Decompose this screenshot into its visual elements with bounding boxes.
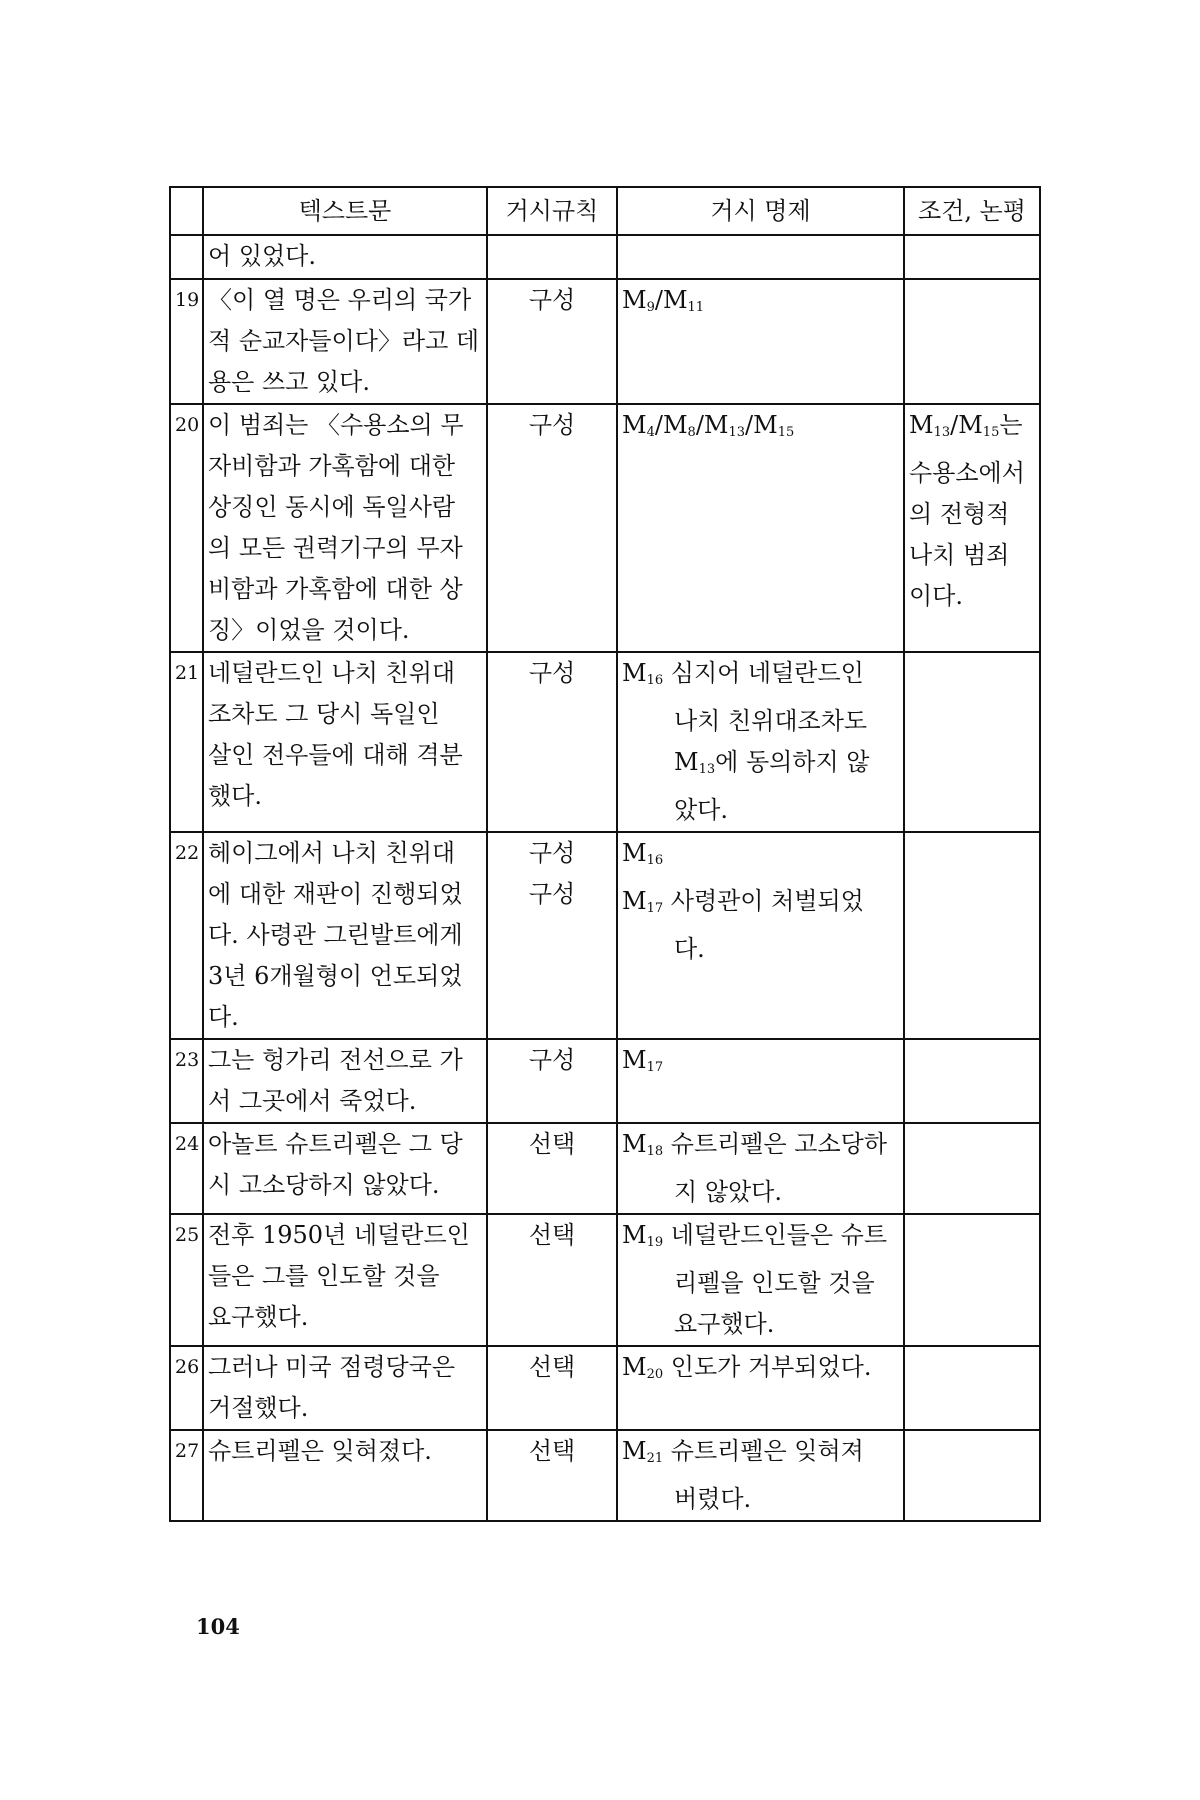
note-line: 수용소에서 (909, 459, 1025, 487)
text-cell (203, 832, 487, 1039)
text-line: 요구했다. (208, 1303, 309, 1331)
proposition-cell (617, 652, 904, 832)
text-cell (203, 1346, 487, 1430)
text-line: 시 고소당하지 않았다. (208, 1171, 440, 1199)
rule-label: 선택 (528, 1130, 576, 1158)
rule-label: 선택 (528, 1353, 576, 1381)
rule-label: 구성 (528, 411, 576, 439)
text-line: 조차도 그 당시 독일인 (208, 700, 440, 728)
note-line: 의 전형적 (909, 500, 1010, 528)
rule-cell (487, 1039, 617, 1123)
text-line: 들은 그를 인도할 것을 (208, 1262, 440, 1290)
rule-cell (487, 235, 617, 279)
subscript: 9 (646, 300, 655, 315)
text-line: 에 대한 재판이 진행되었 (208, 880, 463, 908)
rule-cell (487, 1346, 617, 1430)
text-line: 거절했다. (208, 1394, 309, 1422)
table-row (170, 404, 1040, 652)
proposition-cell (617, 1039, 904, 1123)
proposition-cell (617, 279, 904, 404)
proposition-line: 나치 친위대조차도 (674, 707, 868, 735)
text-line: 살인 전우들에 대해 격분 (208, 741, 463, 769)
macro-rule-table (169, 186, 1041, 1522)
text-line: 그러나 미국 점령당국은 (208, 1353, 456, 1381)
proposition-line: $M_9/M_{11}$ (622, 286, 705, 315)
note-cell (904, 235, 1040, 279)
header-text: 텍스트문 (203, 187, 487, 235)
proposition-line: 리펠을 인도할 것을 (674, 1269, 875, 1297)
proposition-line: $M_{17}$ (622, 1046, 664, 1075)
rule-cell (487, 1214, 617, 1346)
rule-cell (487, 652, 617, 832)
subscript: 16 (646, 853, 664, 868)
text-line: 이 범죄는 〈수용소의 무 (208, 411, 464, 439)
header-number (170, 187, 203, 235)
text-cell (203, 1123, 487, 1214)
row-number: 27 (170, 1430, 203, 1521)
proposition-line: 버렸다. (674, 1485, 752, 1513)
table-row (170, 652, 1040, 832)
rule-label: 구성 (528, 286, 576, 314)
rule-label: 선택 (528, 1221, 576, 1249)
proposition-line: $M_{17}$ 사령관이 처벌되었 (622, 887, 864, 916)
row-number: 25 (170, 1214, 203, 1346)
rule-cell (487, 404, 617, 652)
row-number: 26 (170, 1346, 203, 1430)
table-body (170, 235, 1040, 1521)
subscript: 15 (982, 425, 1000, 440)
subscript: 13 (698, 762, 716, 777)
subscript: 4 (646, 425, 655, 440)
text-line: 〈이 열 명은 우리의 국가 (208, 286, 472, 314)
table-row (170, 279, 1040, 404)
proposition-line: $M_{16}$ 심지어 네덜란드인 (622, 659, 864, 688)
row-number: 19 (170, 279, 203, 404)
header-row (170, 187, 1040, 235)
note-cell (904, 652, 1040, 832)
header-rule: 거시규칙 (487, 187, 617, 235)
note-cell (904, 1430, 1040, 1521)
proposition-cell (617, 832, 904, 1039)
text-line: 다. (208, 1003, 239, 1031)
text-line: 다. 사령관 그린발트에게 (208, 921, 463, 949)
subscript: 15 (777, 425, 795, 440)
table-row (170, 1346, 1040, 1430)
proposition-line: 지 않았다. (674, 1178, 782, 1206)
text-line: 헤이그에서 나치 친위대 (208, 839, 456, 867)
proposition-cell (617, 1430, 904, 1521)
row-number: 23 (170, 1039, 203, 1123)
subscript: 21 (646, 1451, 664, 1466)
text-cell (203, 279, 487, 404)
text-line: 징〉이었을 것이다. (208, 616, 410, 644)
text-line: 아놀트 슈트리펠은 그 당 (208, 1130, 463, 1158)
subscript: 8 (687, 425, 696, 440)
note-cell (904, 1039, 1040, 1123)
proposition-line: $M_{16}$ (622, 839, 664, 868)
note-cell (904, 1214, 1040, 1346)
rule-cell (487, 279, 617, 404)
text-cell (203, 404, 487, 652)
row-number: 20 (170, 404, 203, 652)
rule-label: 구성 (528, 659, 576, 687)
proposition-line: $M_{20}$ 인도가 거부되었다. (622, 1353, 872, 1382)
proposition-cell (617, 1123, 904, 1214)
note-cell (904, 1123, 1040, 1214)
text-line: 자비함과 가혹함에 대한 (208, 452, 456, 480)
subscript: 20 (646, 1367, 664, 1382)
note-cell (904, 1346, 1040, 1430)
text-line: 네덜란드인 나치 친위대 (208, 659, 456, 687)
row-number: 21 (170, 652, 203, 832)
text-line: 전후 1950년 네덜란드인 (208, 1221, 470, 1249)
subscript: 19 (646, 1235, 664, 1250)
proposition-line: $M_{13}$에 동의하지 않 (674, 748, 870, 777)
header-proposition: 거시 명제 (617, 187, 904, 235)
proposition-line: $M_{21}$ 슈트리펠은 잊혀져 (622, 1437, 864, 1466)
proposition-cell (617, 1346, 904, 1430)
table-row (170, 832, 1040, 1039)
text-line: 했다. (208, 782, 262, 810)
text-line: 비함과 가혹함에 대한 상 (208, 575, 463, 603)
note-cell (904, 279, 1040, 404)
rule-cell (487, 832, 617, 1039)
proposition-cell (617, 235, 904, 279)
text-line: 그는 헝가리 전선으로 가 (208, 1046, 463, 1074)
proposition-line: $M_{19}$ 네덜란드인들은 슈트 (622, 1221, 888, 1250)
note-cell (904, 832, 1040, 1039)
rule-label: 구성 (528, 839, 576, 867)
header-note: 조건, 논평 (904, 187, 1040, 235)
subscript: 18 (646, 1144, 664, 1159)
subscript: 13 (933, 425, 951, 440)
subscript: 11 (687, 300, 705, 315)
text-cell (203, 1039, 487, 1123)
text-line: 3년 6개월형이 언도되었 (208, 962, 463, 990)
rule-cell (487, 1430, 617, 1521)
proposition-line: 다. (674, 935, 705, 963)
table-row (170, 235, 1040, 279)
row-number: 22 (170, 832, 203, 1039)
subscript: 13 (728, 425, 746, 440)
proposition-cell (617, 1214, 904, 1346)
proposition-line: $M_4/M_8/M_{13}/M_{15}$ (622, 411, 795, 440)
note-cell (904, 404, 1040, 652)
text-line: 상징인 동시에 독일사람 (208, 493, 456, 521)
subscript: 17 (646, 1060, 664, 1075)
proposition-line: 요구했다. (674, 1310, 775, 1338)
text-line: 적 순교자들이다〉라고 데 (208, 327, 480, 355)
text-line: 어 있었다. (208, 242, 316, 270)
table-row (170, 1039, 1040, 1123)
text-line: 의 모든 권력기구의 무자 (208, 534, 463, 562)
text-line: 슈트리펠은 잊혀졌다. (208, 1437, 432, 1465)
rule-label: 구성 (528, 880, 576, 908)
note-line: 나치 범죄 (909, 541, 1010, 569)
note-line: 이다. (909, 582, 963, 610)
table-row (170, 1214, 1040, 1346)
page-number: 104 (196, 1614, 240, 1639)
row-number: 24 (170, 1123, 203, 1214)
text-line: 서 그곳에서 죽었다. (208, 1087, 417, 1115)
rule-label: 구성 (528, 1046, 576, 1074)
proposition-cell (617, 404, 904, 652)
text-cell (203, 1214, 487, 1346)
proposition-line: 았다. (674, 796, 728, 824)
text-cell (203, 235, 487, 279)
rule-label: 선택 (528, 1437, 576, 1465)
subscript: 17 (646, 901, 664, 916)
table-row (170, 1123, 1040, 1214)
table-row (170, 1430, 1040, 1521)
rule-cell (487, 1123, 617, 1214)
row-number (170, 235, 203, 279)
proposition-line: $M_{18}$ 슈트리펠은 고소당하 (622, 1130, 888, 1159)
text-line: 용은 쓰고 있다. (208, 368, 370, 396)
text-cell (203, 1430, 487, 1521)
note-line: $M_{13}/M_{15}$는 (909, 411, 1023, 440)
subscript: 16 (646, 673, 664, 688)
text-cell (203, 652, 487, 832)
